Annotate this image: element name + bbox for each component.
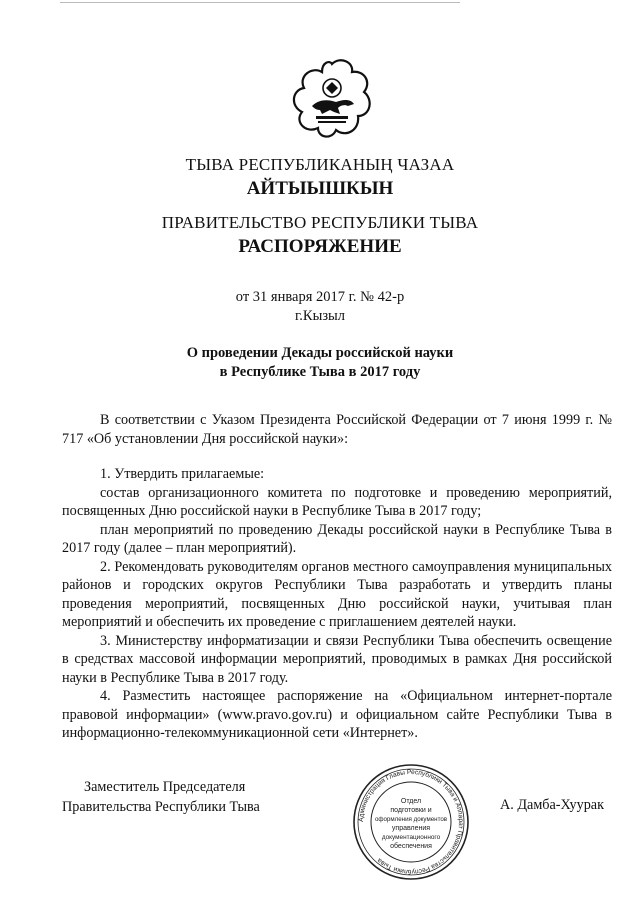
stamp-ring-text: Администрация Главы Республики Тыва и Аппарат Правительства Республики Тыва xyxy=(357,768,465,876)
official-stamp xyxy=(352,763,470,881)
preamble-paragraph: В соответствии с Указом Президента Российской Федерации от 7 июня 1999 г. № 717 «Об установлении Дня российской науки»: xyxy=(62,412,612,447)
tuva-emblem-icon xyxy=(290,58,374,142)
tuvan-government-heading: ТЫВА РЕСПУБЛИКАНЫҢ ЧАЗАА xyxy=(185,155,455,174)
document-title-line2: в Республике Тыва в 2017 году xyxy=(219,364,421,380)
signatory-position-line1: Заместитель Председателя xyxy=(84,779,246,795)
stamp-line-4: управления xyxy=(391,825,431,832)
item-1b-paragraph: план мероприятий по проведению Декады российской науки в Республике Тыва в 2017 году (далее – план мероприятий). xyxy=(62,521,612,556)
stamp-line-5: документационного xyxy=(381,834,441,841)
tuvan-decree-heading: АЙТЫЫШКЫН xyxy=(246,178,394,199)
item-4-paragraph: 4. Разместить настоящее распоряжение на «Официальном интернет-портале правовой информации» (www.pravo.gov.ru) и официальном сайте Республики Тыва в информационно-телекоммуникационной сети «Интернет». xyxy=(62,688,612,741)
signatory-position xyxy=(62,777,260,817)
date-number: от 31 января 2017 г. № 42-р xyxy=(235,289,405,305)
item-2-paragraph: 2. Рекомендовать руководителям органов местного самоуправления муниципальных районов и городских округов Республики Тыва разработать и утвердить планы проведения мероприятий, посвященных Дню российской науки, учитывая план мероприятий и обеспечить их проведение с приглашением деятелей науки. xyxy=(62,558,612,630)
item-1a-paragraph: состав организационного комитета по подготовке и проведению мероприятий, посвященных Дню российской науки в Республике Тыва в 2017 году; xyxy=(62,484,612,519)
document-title-line1: О проведении Декады российской науки xyxy=(186,345,454,361)
russian-government-heading: ПРАВИТЕЛЬСТВО РЕСПУБЛИКИ ТЫВА xyxy=(161,213,479,232)
signatory-position-line2: Правительства Республики Тыва xyxy=(62,799,260,815)
item-3-paragraph: 3. Министерству информатизации и связи Республики Тыва обеспечить освещение в средствах массовой информации мероприятий, проводимых в рамках Дня российской науки в Республике Тыва в 2017 году. xyxy=(62,632,612,686)
stamp-line-2: подготовки и xyxy=(390,807,432,814)
document-body xyxy=(62,411,612,743)
item-1-paragraph: 1. Утвердить прилагаемые: xyxy=(100,466,265,482)
russian-decree-heading: РАСПОРЯЖЕНИЕ xyxy=(238,236,402,257)
signatory-name: А. Дамба-Хуурак xyxy=(500,797,605,813)
stamp-line-3: оформления документов xyxy=(374,816,448,823)
city: г.Кызыл xyxy=(294,308,346,324)
stamp-line-6: обеспечения xyxy=(390,843,432,850)
scan-top-artifact xyxy=(60,2,460,6)
stamp-line-1: Отдел xyxy=(400,798,422,805)
